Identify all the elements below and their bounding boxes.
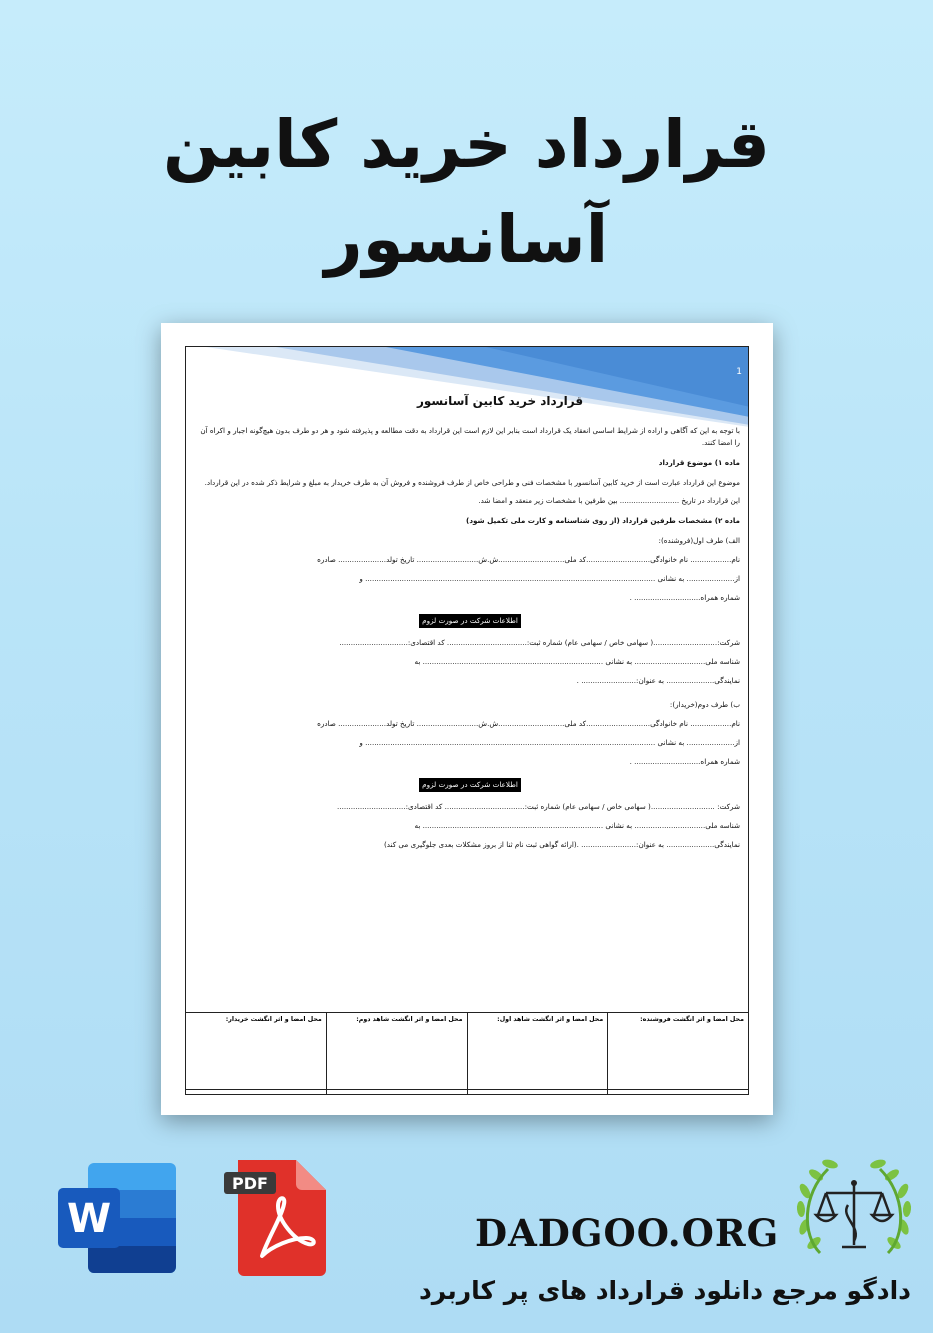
- word-icon: [58, 1163, 178, 1273]
- pdf-label: PDF: [232, 1174, 268, 1193]
- page-title-line-1: قرارداد خرید کابین: [162, 106, 771, 183]
- party-b-line-2: از..................... به نشانی ............................................................................................................................... و: [359, 738, 740, 747]
- brand-name: DADGOO.ORG: [475, 1211, 780, 1255]
- document-preview: [161, 323, 773, 1115]
- article-1-text: موضوع این قرارداد عبارت است از خرید کابین آسانسور با مشخصات فنی و طراحی خاص از طرف فروشنده و فروش آن به طرف خریدار به مبلغ و شرایط ذکر شده در این قرارداد.: [204, 478, 740, 487]
- signature-cell-seller: محل امضا و اثر انگشت فروشنده:: [607, 1013, 748, 1094]
- intro-paragraph: با توجه به این که آگاهی و اراده از شرایط اساسی انعقاد یک قرارداد است بنابر این لازم است این قرارداد به دقت مطالعه و پذیرفته شود و هر دو طرف بدون هیچ‌گونه اجبار و اکراه آن را امضا کنند.: [200, 426, 740, 447]
- document-body: [200, 391, 740, 858]
- party-a-line-2: از..................... به نشانی ............................................................................................................................... و: [359, 574, 740, 583]
- party-b-line-3: شماره همراه............................. .: [629, 757, 740, 766]
- article-2-title: ماده ۲) مشخصات طرفین قرارداد (از روی شناسنامه و کارت ملی تکمیل شود): [466, 516, 740, 525]
- party-a-line-1: نام.................. نام خانوادگی............................کد ملی.............................ش.ش........................... تاریخ تولد..................... صادره: [317, 555, 740, 564]
- signature-table-bottom-rule: [186, 1089, 748, 1090]
- date-line: این قرارداد در تاریخ .......................... بین طرفین با مشخصات زیر منعقد و امضا شد.: [478, 496, 740, 505]
- company-b-line-1: شرکت: ............................( سهامی خاص / سهامی عام) شماره ثبت:................................... کد اقتصادی:..............................: [337, 802, 740, 811]
- company-a-line-3: نمایندگی..................... به عنوان:........................ .: [576, 676, 740, 685]
- signature-cell-witness-2: محل امضا و اثر انگشت شاهد دوم:: [326, 1013, 467, 1094]
- scales-of-justice-logo-icon: [792, 1155, 916, 1271]
- party-a-title: الف) طرف اول(فروشنده):: [658, 536, 740, 545]
- document-frame: [185, 346, 749, 1095]
- document-heading: قرارداد خرید کابین آسانسور: [416, 394, 584, 408]
- party-a-line-3: شماره همراه............................. .: [629, 593, 740, 602]
- tagline: دادگو مرجع دانلود قرارداد های پر کاربرد: [418, 1276, 911, 1305]
- word-letter: W: [66, 1196, 112, 1242]
- company-b-line-2: شناسه ملی............................... به نشانی ............................................................................... به: [414, 821, 740, 830]
- page-title-line-2: آسانسور: [324, 201, 609, 278]
- party-b-line-1: نام.................. نام خانوادگی............................کد ملی.............................ش.ش........................... تاریخ تولد..................... صادره: [317, 719, 740, 728]
- article-1-title: ماده ۱) موضوع قرارداد: [658, 458, 740, 467]
- page-number: 1: [736, 367, 742, 377]
- company-label-a: اطلاعات شرکت در صورت لزوم: [419, 614, 521, 628]
- company-a-line-1: شرکت:............................( سهامی خاص / سهامی عام) شماره ثبت:................................... کد اقتصادی:..............................: [339, 638, 740, 647]
- signature-cell-buyer: محل امضا و اثر انگشت خریدار:: [225, 1016, 322, 1023]
- signature-cell-witness-1: محل امضا و اثر انگشت شاهد اول:: [467, 1013, 608, 1094]
- company-label-b: اطلاعات شرکت در صورت لزوم: [419, 778, 521, 792]
- pdf-icon: [224, 1158, 328, 1278]
- signature-table: [186, 1012, 748, 1094]
- company-a-line-2: شناسه ملی............................... به نشانی ............................................................................... به: [414, 657, 740, 666]
- party-b-title: ب) طرف دوم(خریدار):: [669, 700, 740, 709]
- company-b-line-3: نمایندگی..................... به عنوان:........................ .(ارائه گواهی ثبت نام ثنا از بروز مشکلات بعدی جلوگیری می کند): [383, 840, 740, 849]
